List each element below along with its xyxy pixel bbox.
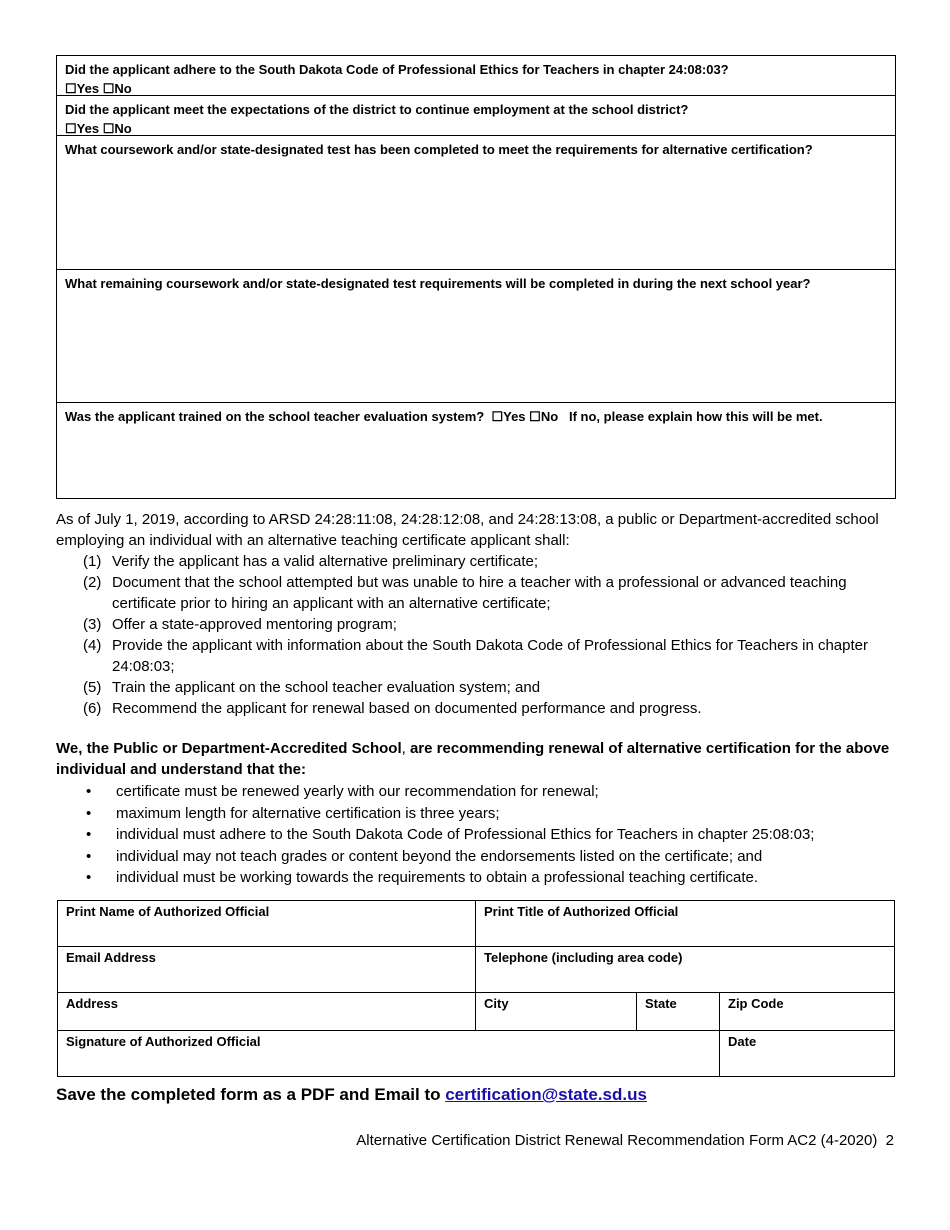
address-field[interactable] xyxy=(58,993,476,1031)
question-ethics xyxy=(57,56,895,96)
date-label: Date xyxy=(728,1034,757,1049)
zip-field[interactable] xyxy=(720,993,895,1031)
list-item xyxy=(86,803,896,825)
requirements-list xyxy=(83,551,898,719)
list-number: (2) xyxy=(83,574,102,591)
understandings-list xyxy=(86,781,896,889)
question-evaluation-text: Was the applicant trained on the school teacher evaluation system? xyxy=(65,409,485,424)
signature-label: Signature of Authorized Official xyxy=(66,1034,261,1049)
list-item-text: Document that the school attempted but was unable to hire a teacher with a professional or advanced teaching certificate prior to hiring an applicant with an alternative certificate; xyxy=(112,574,847,612)
list-item xyxy=(83,677,898,698)
question-evaluation-training[interactable] xyxy=(57,403,895,500)
ethics-no-checkbox[interactable]: ☐No xyxy=(102,81,132,96)
renewal-statement xyxy=(56,738,896,780)
list-item-text: individual may not teach grades or content beyond the endorsements listed on the certificate; and xyxy=(116,847,763,865)
page-footer: Alternative Certification District Renewal Recommendation Form AC2 (4-2020) 2 xyxy=(356,1132,894,1149)
question-ethics-text: Did the applicant adhere to the South Dakota Code of Professional Ethics for Teachers in chapter 24:08:03? xyxy=(65,62,729,77)
question-completed-coursework[interactable] xyxy=(57,136,895,270)
list-item xyxy=(86,846,896,868)
state-label: State xyxy=(645,996,677,1011)
bullet: • xyxy=(86,804,92,822)
statement-rest: are recommending renewal of alternative certification for the above individual and understand that the: xyxy=(56,740,890,778)
list-item-text: Verify the applicant has a valid alternative preliminary certificate; xyxy=(112,553,539,570)
bullet: • xyxy=(86,783,92,800)
certification-email-link[interactable]: certification@state.sd.us xyxy=(445,1085,647,1104)
expectations-no-checkbox[interactable]: ☐No xyxy=(102,121,132,136)
save-instructions xyxy=(56,1085,647,1105)
list-item-text: certificate must be renewed yearly with our recommendation for renewal; xyxy=(116,783,599,800)
list-item-text: maximum length for alternative certification is three years; xyxy=(116,804,500,822)
email-field[interactable] xyxy=(58,947,476,993)
list-item xyxy=(86,824,896,846)
email-label: Email Address xyxy=(66,950,156,965)
list-item-text: Provide the applicant with information about the South Dakota Code of Professional Ethics for Teachers in chapter 24:08:03; xyxy=(112,637,868,675)
city-label: City xyxy=(484,996,509,1011)
list-item xyxy=(83,551,898,572)
evaluation-yes-checkbox[interactable]: ☐Yes xyxy=(491,409,526,424)
list-item-text: Offer a state-approved mentoring program; xyxy=(112,616,397,633)
list-number: (6) xyxy=(83,700,102,717)
list-item-text: Train the applicant on the school teacher evaluation system; and xyxy=(112,679,541,696)
question-completed-coursework-text: What coursework and/or state-designated test has been completed to meet the requirements for alternative certification? xyxy=(65,142,813,157)
telephone-field[interactable] xyxy=(476,947,895,993)
questions-box xyxy=(56,55,896,499)
intro-paragraph: As of July 1, 2019, according to ARSD 24:28:11:08, 24:28:12:08, and 24:28:13:08, a public or Department-accredited school employing an individual with an alternative teaching certificate applicant shall: xyxy=(56,511,879,549)
list-item xyxy=(86,781,896,803)
city-field[interactable] xyxy=(476,993,637,1031)
ethics-yes-checkbox[interactable]: ☐Yes xyxy=(65,81,100,96)
list-item xyxy=(83,635,898,677)
print-title-label: Print Title of Authorized Official xyxy=(484,904,679,919)
list-item-text: individual must adhere to the South Dakota Code of Professional Ethics for Teachers in chapter 25:08:03; xyxy=(116,826,815,844)
list-number: (5) xyxy=(83,679,102,696)
list-number: (3) xyxy=(83,616,102,633)
list-item xyxy=(86,867,896,889)
bullet: • xyxy=(86,847,92,865)
official-info-table xyxy=(57,900,895,1077)
signature-field[interactable] xyxy=(58,1031,720,1077)
question-expectations-text: Did the applicant meet the expectations of the district to continue employment at the school district? xyxy=(65,102,689,117)
statement-school: We, the Public or Department-Accredited School xyxy=(56,740,402,757)
list-item xyxy=(83,614,898,635)
bullet: • xyxy=(86,869,92,887)
telephone-label: Telephone (including area code) xyxy=(484,950,683,965)
list-item xyxy=(83,572,898,614)
evaluation-explain-text: If no, please explain how this will be met. xyxy=(569,409,823,424)
question-expectations xyxy=(57,96,895,136)
list-number: (1) xyxy=(83,553,102,570)
bullet: • xyxy=(86,826,92,844)
print-title-field[interactable] xyxy=(476,901,895,947)
date-field[interactable] xyxy=(720,1031,895,1077)
list-item-text: Recommend the applicant for renewal based on documented performance and progress. xyxy=(112,700,702,717)
evaluation-no-checkbox[interactable]: ☐No xyxy=(529,409,559,424)
state-field[interactable] xyxy=(637,993,720,1031)
statement-comma: , xyxy=(401,740,406,757)
print-name-label: Print Name of Authorized Official xyxy=(66,904,270,919)
question-remaining-coursework-text: What remaining coursework and/or state-designated test requirements will be completed in during the next school year? xyxy=(65,276,811,291)
expectations-yes-checkbox[interactable]: ☐Yes xyxy=(65,121,100,136)
list-item xyxy=(83,698,898,719)
list-number: (4) xyxy=(83,637,102,654)
address-label: Address xyxy=(66,996,119,1011)
question-remaining-coursework[interactable] xyxy=(57,270,895,403)
print-name-field[interactable] xyxy=(58,901,476,947)
list-item-text: individual must be working towards the requirements to obtain a professional teaching certificate. xyxy=(116,869,759,887)
zip-label: Zip Code xyxy=(728,996,784,1011)
save-instructions-text: Save the completed form as a PDF and Email to xyxy=(56,1085,446,1104)
